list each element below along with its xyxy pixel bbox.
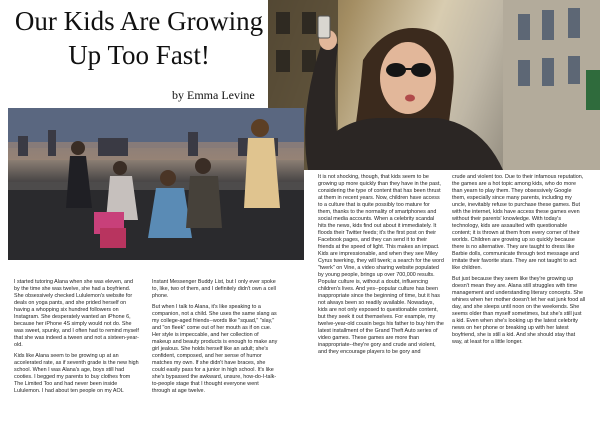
article-column-1 xyxy=(14,279,140,419)
paragraph: Kids like Alana seem to be growing up at an accelerated rate, as if seventh grade is the new high school. When I was Alana's age, boys still had cooties. I begged my parents to buy clothes from The Limited Too and had never been inside Lululemon. I had about ten people on my AOL xyxy=(14,353,139,394)
rooftop-illustration xyxy=(8,108,304,260)
paragraph: But when I talk to Alana, it's like speaking to a companion, not a child. She uses the same slang as my college-aged friends--words like "squad," "slay," and "on fleek" come out of her mouth as if on cue. Her style is impeccable, and her collection of makeup and beauty products is enough to make any girl jealous. She holds herself like an adult; she's confident, composed, and her sense of humor matches my own. If she didn't have braces, she could easily pass for a junior in high school. It's like she's bypassed the awkward, unsure, how-do-I-talk-to-people stage that I thought everyone went through at age twelve. xyxy=(152,304,278,394)
paragraph: crude and violent too. Due to their infamous reputation, the games are a hot topic among kids, who do more than yearn to play them. They obsessively Google them, especially since many parents, including my uncle, inevitably refuse to purchase these games. But with the internet, kids have access these games even without their parents' knowledge. With today's technology, kids are assaulted with questionable content; it is thrown at them from every corner of their worlds. Children are growing up so quickly because there is no alternative. They are taught to dress like Barbie dolls, communicate through text message and imitate their favorite stars. They are not taught to act like children. xyxy=(452,174,584,271)
article-column-2 xyxy=(152,279,278,419)
article-byline: by Emma Levine xyxy=(172,88,255,102)
paragraph: Instant Messenger Buddy List, but I only ever spoke to, like, two of them, and I definitely didn't own a cell phone. xyxy=(152,279,276,299)
article-title: Our Kids Are Growing Up Too Fast! xyxy=(14,6,264,70)
paragraph: It is not shocking, though, that kids seem to be growing up more quickly than they have in the past, considering the type of content that has been thrust at them in recent years. Now, children have access to a culture that is quite possibly too mature for them, thanks to the normality of smartphones and social media accounts. When a celebrity scandal hits the news, kids find out about it immediately. It floods their Twitter feeds; it's the first post on their Facebook pages, and they can send it to their friends at the speed of light. This makes an impact. Kids are impressionable, and when they see Miley Cyrus twerking, they will twerk; a search for the word "twerk" on Vine, a video sharing website populated by young people, brings up over 700,000 results. Popular culture is, without a doubt, influencing children's lives. And yes--popular culture has been inappropriate since the beginning of time, but it has not always been so readily available. Nowadays, kids are not only exposed to questionable content, but they seek it out themselves. For example, my twelve-year-old cousin begs his father to buy him the latest installment of the Grand Theft Auto series of video games. These games are more than inappropriate--they're gory and crude and violent, and they encourage players to be gory and xyxy=(318,174,444,355)
article-column-3 xyxy=(318,174,444,420)
selfie-photo xyxy=(268,0,600,170)
article-column-4 xyxy=(452,174,586,420)
paragraph: But just because they seem like they're growing up doesn't mean they are. Alana still struggles with time management and understanding literary concepts. She whines when her mother doesn't let her eat junk food all day, and she sleeps until noon on the weekends. She seems older than myself sometimes, but she's still just a kid. Even when she's looking up the latest celebrity news on her phone or breaking up with her latest boyfriend, she is still a kid. And she should stay that way, at least for a little longer. xyxy=(452,276,586,345)
paragraph: I started tutoring Alana when she was eleven, and by the time she was twelve, she had a boyfriend. She obsessively checked Lululemon's website for deals on yoga pants, and she prided herself on having a whopping six hundred followers on Instagram. She desperately wanted an iPhone 6, because her iPhone 4S simply would not do. She was sweet, spunky, and I often had to remind myself that she was indeed a tween and not a sixteen-year-old. xyxy=(14,279,139,348)
rooftop-friends-photo xyxy=(8,108,304,260)
selfie-illustration xyxy=(268,0,600,170)
